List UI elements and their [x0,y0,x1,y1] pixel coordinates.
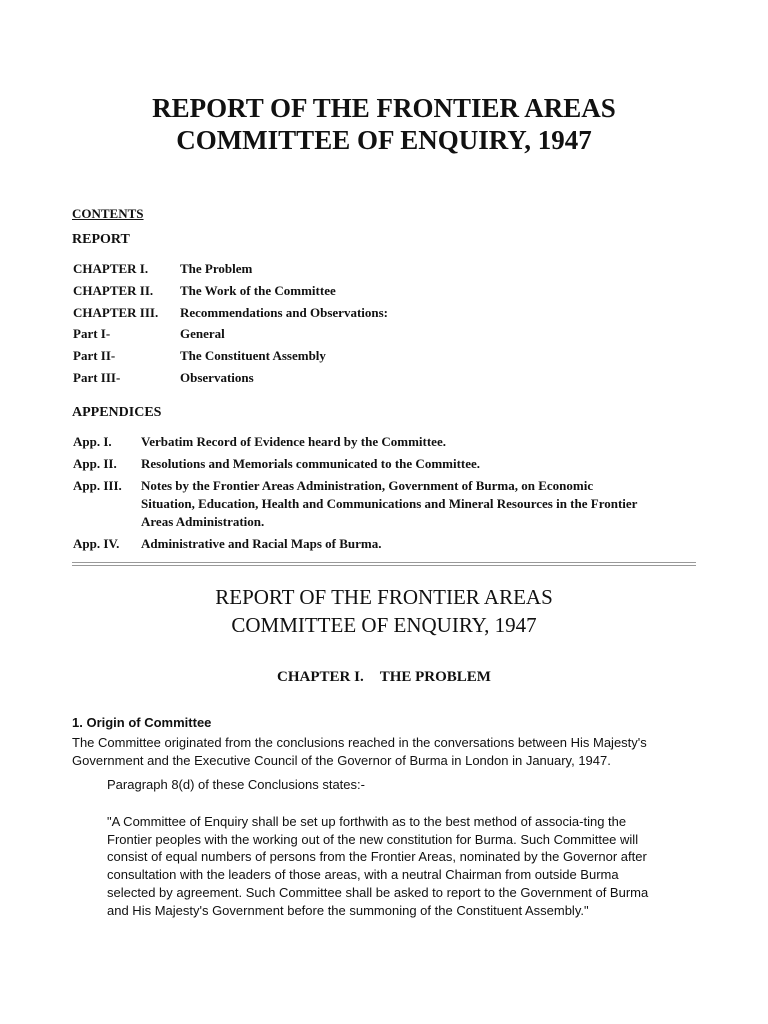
chapter-number: CHAPTER I. [277,669,364,685]
paragraph-intro: Paragraph 8(d) of these Conclusions states:- [107,777,365,792]
section-divider [72,562,696,566]
toc-title: General [180,326,225,342]
toc-row [73,367,388,389]
appendix-title: Administrative and Racial Maps of Burma. [141,536,382,551]
chapter-heading [0,669,768,686]
appendix-number: App. III. [73,478,122,493]
report-title-line-2: COMMITTEE OF ENQUIRY, 1947 [231,613,537,637]
appendix-row [73,433,641,451]
appendix-number: App. IV. [73,536,120,551]
toc-number: Part III- [73,369,121,385]
contents-heading: CONTENTS [72,206,144,221]
toc-title: The Problem [180,261,253,276]
appendix-title: Notes by the Frontier Areas Administration, Government of Burma, on Economic Situation, Education, Health and Communications and Mineral Resources in the Frontier Areas Administration. [141,478,638,529]
toc-title: The Constituent Assembly [180,348,326,364]
toc-number: CHAPTER II. [73,282,154,298]
toc-title: Observations [180,369,254,385]
toc-number: Part I- [73,326,111,342]
toc-row [73,323,388,345]
appendix-row [73,477,641,531]
appendix-row [73,455,641,473]
section-heading: 1. Origin of Committee [72,715,212,730]
report-title-line-1: REPORT OF THE FRONTIER AREAS [215,585,553,609]
appendix-row [73,535,641,553]
document-title-line-2: COMMITTEE OF ENQUIRY, 1947 [176,125,592,155]
toc-row [73,258,388,280]
toc-title: The Work of the Committee [180,282,336,298]
document-title [0,92,768,156]
appendices-heading: APPENDICES [72,405,162,420]
toc-number: Part II- [73,348,116,364]
appendix-title: Resolutions and Memorials communicated to the Committee. [141,456,481,471]
toc-number: CHAPTER III. [73,304,159,320]
toc-number: CHAPTER I. [73,261,149,276]
appendix-number: App. II. [73,456,117,471]
table-of-contents [73,258,388,389]
report-heading: REPORT [72,232,130,247]
document-title-line-1: REPORT OF THE FRONTIER AREAS [152,93,616,123]
appendix-title: Verbatim Record of Evidence heard by the Committee. [141,434,446,449]
report-title [0,583,768,639]
block-quote: "A Committee of Enquiry shall be set up forthwith as to the best method of associa-ting the Frontier peoples with the working out of the new constitution for Burma. Such Committee will consist of equal numbers of persons from the Frontier Areas, nominated by the Governor after consultation with the leaders of those areas, with a neutral Chairman from outside Burma selected by agreement. Such Committee shall be asked to report to the Government of Burma and His Majesty's Government before the summoning of the Constituent Assembly." [107,814,649,918]
toc-title: Recommendations and Observations: [180,304,389,320]
toc-row [73,345,388,367]
section-paragraph: The Committee originated from the conclusions reached in the conversations between His Majesty's Government and the Executive Council of the Governor of Burma in London in January, 1947. [72,735,647,768]
appendices-list [73,433,641,557]
appendix-number: App. I. [73,434,112,449]
toc-row [73,280,388,302]
chapter-title: THE PROBLEM [379,669,491,685]
toc-row [73,302,388,324]
